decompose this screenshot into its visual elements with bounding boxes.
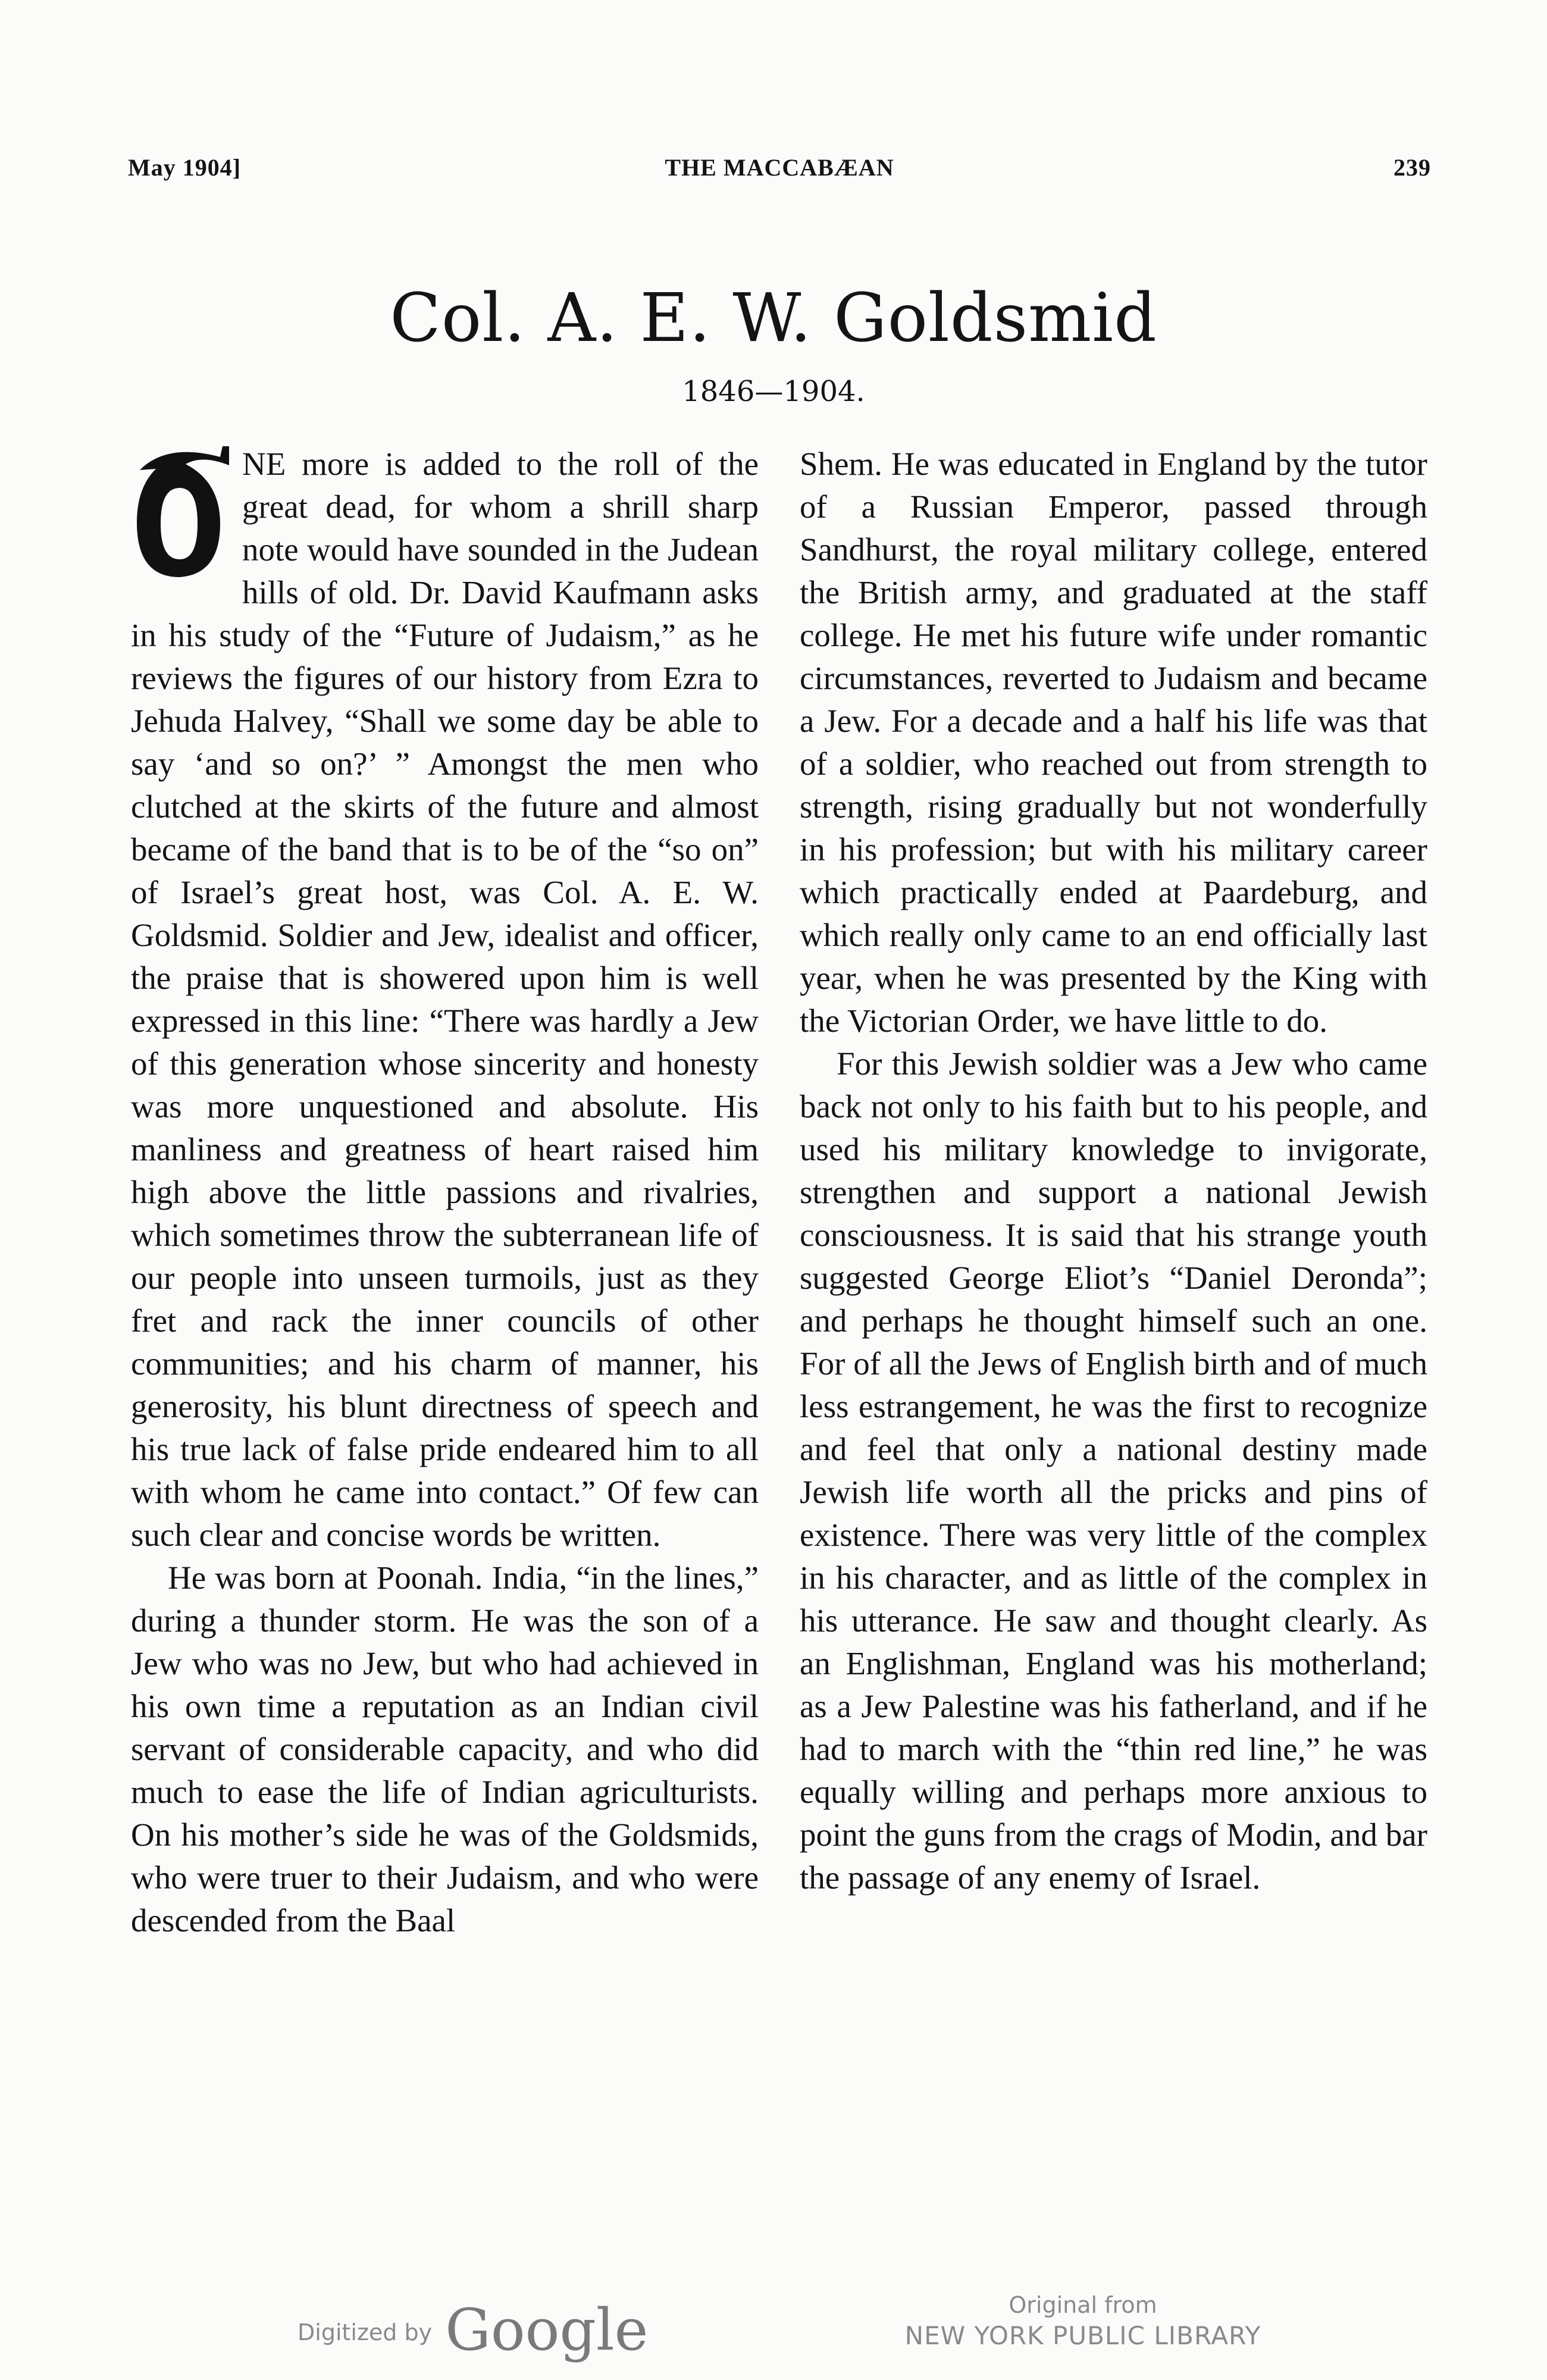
source-notice [904,2290,1261,2351]
source-line-1: Original from [1009,2292,1157,2318]
left-column [131,443,759,1942]
running-head [128,154,1431,201]
paragraph-4: For this Jewish soldier was a Jew who came back not only to his faith but to his people, and used his military knowledge to invigorate, strengthen and support a national Jewish consciousness. It is said that his strange youth suggested George Eliot’s “Daniel Deronda”; and perhaps he thought himself such an one. For of all the Jews of English birth and of much less estrangement, he was the first to recognize and feel that only a national destiny made Jewish life worth all the pricks and pins of existence. There was very little of the complex in his character, and as little of the complex in his utterance. He saw and thought clearly. As an Englishman, England was his motherland; as a Jew Palestine was his fatherland, and if he had to march with the “thin red line,” he was equally willing and perhaps more anxious to point the guns from the crags of Modin, and bar the passage of any enemy of Israel. [800,1045,1427,1896]
digitized-prefix: Digitized by [298,2319,433,2345]
right-column [800,443,1427,1899]
source-line-2: NEW YORK PUBLIC LIBRARY [904,2321,1261,2350]
article-dates: 1846—1904. [682,375,865,408]
paragraph-3: Shem. He was educated in England by the tutor of a Russian Emperor, passed through Sandhurst, the royal military college, entered the British army, and graduated at the staff college. He met his future wife under romantic circumstances, reverted to Judaism and became a Jew. For a decade and a half his life was that of a soldier, who reached out from strength to strength, rising gradually but not wonderfully in his profession; but with his military career which practically ended at Paardeburg, and which really only came to an end officially last year, when he was presented by the King with the Victorian Order, we have little to do. [800,446,1427,1039]
digitized-by-notice [298,2297,648,2363]
paragraph-1 [131,443,759,1557]
issue-date: May 1904] [128,154,242,181]
article-title: Col. A. E. W. Goldsmid [390,280,1157,357]
dropcap-letter [131,446,229,578]
journal-title: THE MACCABÆAN [665,154,894,181]
paragraph-1-text: NE more is added to the roll of the great dead, for whom a shrill sharp note would have sounded in the Judean hills of old. Dr. David Kaufmann asks in his study of the “Future of Judaism,” as he reviews the figures of our history from Ezra to Jehuda Halvey, “Shall we some day be able to say ‘and so on?’ ” Amongst the men who clutched at the skirts of the future and almost became of the band that is to be of the “so on” of Israel’s great host, was Col. A. E. W. Goldsmid. Soldier and Jew, idealist and officer, the praise that is showered upon him is well expressed in this line: “There was hardly a Jew of this generation whose sincerity and honesty was more unquestioned and absolute. His manliness and greatness of heart raised him high above the little passions and rivalries, which sometimes throw the subterranean life of our people into unseen turmoils, just as they fret and rack the inner councils of other communities; and his charm of manner, his generosity, his blunt directness of speech and his true lack of false pride endeared him to all with whom he came into contact.” Of few can such clear and concise words be written. [131,446,759,1553]
google-logo: Google [445,2297,649,2363]
page-number: 239 [1393,154,1431,181]
paragraph-2: He was born at Poonah. India, “in the lines,” during a thunder storm. He was the son of a Jew who was no Jew, but who had achieved in his own time a reputation as an Indian civil servant of considerable capacity, and who did much to ease the life of Indian agriculturists. On his mother’s side he was of the Goldsmids, who were truer to their Judaism, and who were descended from the Baal [131,1559,759,1939]
